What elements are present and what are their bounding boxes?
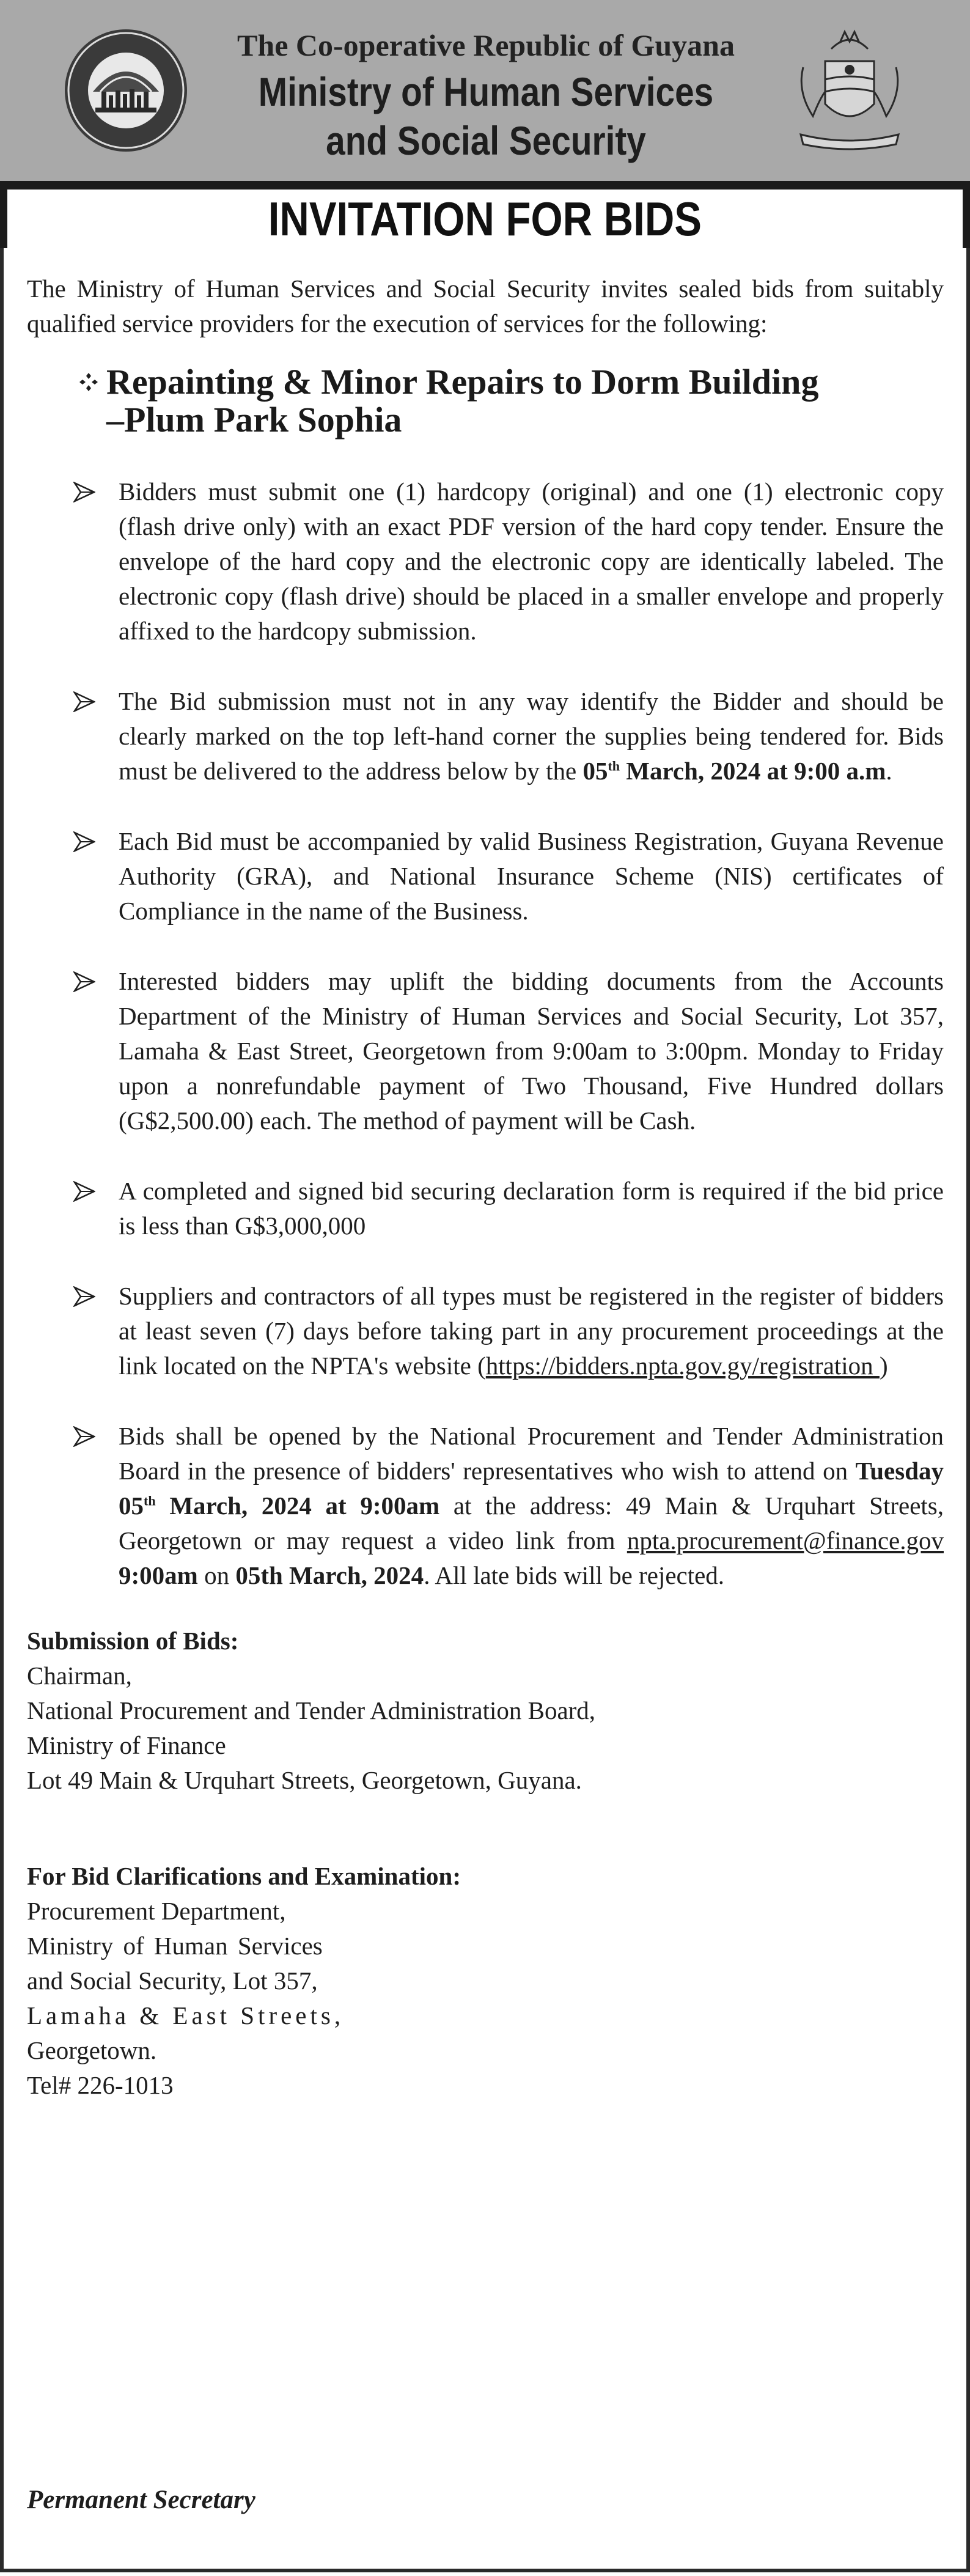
arrowhead-bullet-icon (73, 482, 95, 502)
clarifications-line: Ministry of Human Services (27, 1932, 323, 1960)
opening-address: at the address: 49 Main & Urquhart Streets, Georgetown or may request a video link from (119, 1492, 944, 1555)
deadline-day-suffix: th (608, 758, 620, 774)
video-date: 05th March, 2024 (235, 1561, 424, 1589)
arrowhead-bullet-icon (73, 1426, 95, 1447)
opening-day-suffix: th (144, 1493, 156, 1509)
header-band (0, 0, 970, 181)
title-bar (0, 181, 970, 248)
list-item (27, 824, 944, 929)
arrowhead-bullet-icon (73, 691, 95, 712)
deadline-period: . (886, 757, 892, 785)
bullet-securing-declaration: A completed and signed bid securing declaration form is required if the bid price is less than G$3,000,000 (119, 1177, 944, 1240)
requirements-list (27, 474, 944, 1593)
submission-line: National Procurement and Tender Administration Board, (27, 1696, 596, 1724)
ministry-heading (241, 67, 730, 165)
ministry-heading-line2: and Social Security (326, 118, 646, 163)
project-title (27, 363, 944, 439)
four-diamond-bullet-icon (78, 372, 99, 392)
clarifications-line: Georgetown. (27, 2036, 157, 2064)
bullet-registration: Suppliers and contractors of all types must be registered in the register of bidders at least seven (7) days before taking part in any procurement proceedings at the link located on the NPTA's website (119, 1282, 944, 1380)
signature-title: Permanent Secretary (27, 2486, 255, 2514)
deadline-date: March, 2024 at 9:00 a.m (626, 757, 886, 785)
bullet-certificates: Each Bid must be accompanied by valid Business Registration, Guyana Revenue Authority (GRA), and National Insurance Scheme (NIS) certificates of Compliance in the name of the Business. (119, 827, 944, 925)
opening-day: Tuesday 05 (119, 1457, 944, 1520)
registration-link-open: ( (477, 1352, 486, 1380)
list-item (27, 964, 944, 1138)
republic-heading: The Co-operative Republic of Guyana (237, 28, 735, 62)
submission-block (27, 1624, 944, 1798)
clarifications-block (27, 1859, 944, 2103)
arrowhead-bullet-icon (73, 971, 95, 992)
deadline-day: 05 (582, 757, 608, 785)
body-content (27, 271, 944, 2103)
list-item (27, 684, 944, 789)
ministry-heading-line1: Ministry of Human Services (258, 69, 714, 114)
clarifications-line: Procurement Department, (27, 1897, 286, 1925)
bullet-bid-opening: Bids shall be opened by the National Procurement and Tender Administration Board in the presence of bidders' representatives who wish to attend on (119, 1422, 944, 1485)
video-time: 9:00am (119, 1561, 198, 1589)
coat-of-arms-icon (788, 24, 911, 154)
list-item (27, 1279, 944, 1383)
list-item (27, 1419, 944, 1593)
video-on: on (204, 1561, 230, 1589)
arrowhead-bullet-icon (73, 831, 95, 852)
bullet-submission-copies: Bidders must submit one (1) hardcopy (original) and one (1) electronic copy (flash drive only) with an exact PDF version of the hard copy tender. Ensure the envelope of the hard copy and the electronic copy are identically labeled. The electronic copy (flash drive) should be placed in a smaller envelope and properly affixed to the hardcopy submission. (119, 477, 944, 645)
submission-line: Lot 49 Main & Urquhart Streets, Georgetown, Guyana. (27, 1766, 582, 1794)
list-item (27, 474, 944, 649)
procurement-email-link[interactable]: npta.procurement@finance.gov (626, 1526, 944, 1555)
clarifications-title: For Bid Clarifications and Examination: (27, 1862, 461, 1890)
bullet-bid-marking: The Bid submission must not in any way identify the Bidder and should be clearly marked on the top left-hand corner the supplies being tendered for. Bids must be delivered to the address below by the (119, 687, 944, 785)
registration-link[interactable]: https://bidders.npta.gov.gy/registration (485, 1352, 880, 1380)
project-title-line2: –Plum Park Sophia (106, 400, 402, 440)
submission-line: Ministry of Finance (27, 1731, 226, 1759)
project-title-line1: Repainting & Minor Repairs to Dorm Building (106, 362, 819, 402)
list-item (27, 1174, 944, 1243)
submission-line: Chairman, (27, 1662, 132, 1690)
document-title: INVITATION FOR BIDS (268, 192, 702, 246)
late-bids-note: . All late bids will be rejected. (424, 1561, 725, 1589)
intro-paragraph: The Ministry of Human Services and Social Security invites sealed bids from suitably qualified service providers for the execution of services for the following: (27, 274, 944, 337)
submission-title: Submission of Bids: (27, 1627, 239, 1655)
arrowhead-bullet-icon (73, 1286, 95, 1307)
arrowhead-bullet-icon (73, 1181, 95, 1202)
clarifications-line: Lamaha & East Streets, (27, 2001, 345, 2030)
clarifications-line: and Social Security, Lot 357, (27, 1967, 318, 1995)
registration-link-close: ) (879, 1352, 888, 1380)
bullet-bidding-documents: Interested bidders may uplift the bidding documents from the Accounts Department of the Ministry of Human Services and Social Security, Lot 357, Lamaha & East Street, Georgetown from 9:00am to 3:00pm. Monday to Friday upon a nonrefundable payment of Two Thousand, Five Hundred dollars (G$2,500.00) each. The method of payment will be Cash. (119, 967, 944, 1135)
clarifications-phone: Tel# 226-1013 (27, 2071, 174, 2099)
ministry-logo-icon (64, 28, 188, 153)
opening-date: March, 2024 at 9:00am (169, 1492, 440, 1520)
